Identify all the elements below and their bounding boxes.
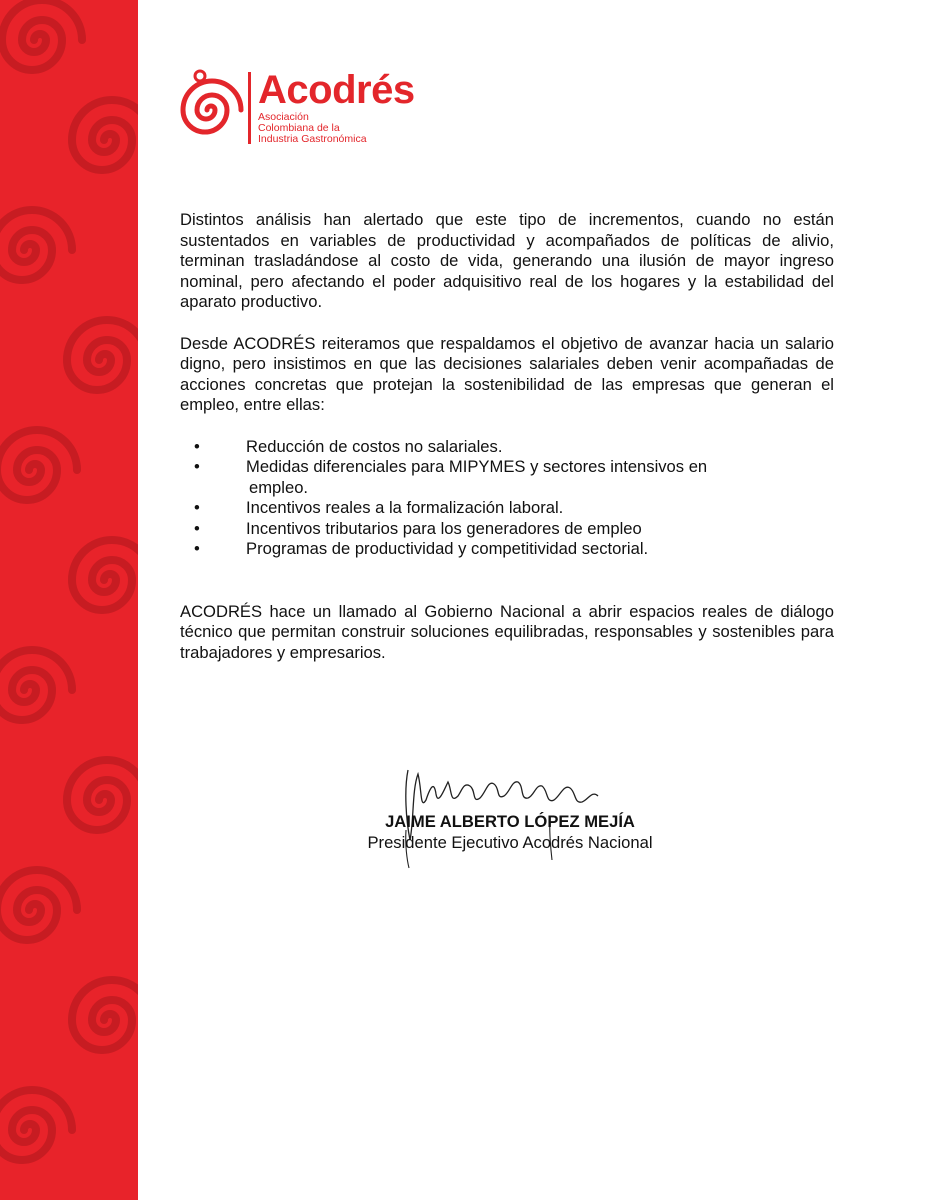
bullet-marker: • <box>194 457 200 476</box>
paragraph-3: ACODRÉS hace un llamado al Gobierno Nacional a abrir espacios reales de diálogo técnico que permitan construir soluciones equilibradas, responsables y sostenibles para trabajadores y empresarios. <box>180 601 834 662</box>
list-item <box>180 457 834 498</box>
list-item-text: Incentivos reales a la formalización laboral. <box>246 498 564 517</box>
decorative-sidebar <box>0 0 138 1200</box>
list-item <box>180 519 834 540</box>
list-item <box>180 437 834 458</box>
acodres-logo <box>178 68 448 148</box>
list-item-text-continuation: empleo. <box>249 477 309 497</box>
bullet-marker: • <box>194 436 200 456</box>
list-item-text: Incentivos tributarios para los generadores de empleo <box>246 518 642 538</box>
paragraph-2: Desde ACODRÉS reiteramos que respaldamos el objetivo de avanzar hacia un salario digno, pero insistimos en que las decisiones salariales deben venir acompañadas de acciones concretas que protejan la sostenibilidad de las empresas que generan el empleo, entre ellas: <box>180 333 834 414</box>
spiral-pattern <box>0 0 138 1200</box>
list-item-text: Programas de productividad y competitividad sectorial. <box>246 539 649 558</box>
list-item <box>180 539 834 560</box>
bullet-marker: • <box>194 539 200 558</box>
logo-brand-name: Acodrés <box>258 68 415 112</box>
signatory-block <box>300 812 720 853</box>
logo-subtitle-line-1: Asociación <box>258 111 309 123</box>
bullet-list <box>180 437 834 560</box>
paragraph-1: Distintos análisis han alertado que este tipo de incrementos, cuando no están sustentados en variables de productividad y acompañados de políticas de alivio, terminan trasladándose al costo de vida, generando una ilusión de mayor ingreso nominal, pero afectando el poder adquisitivo real de los hogares y la estabilidad del aparato productivo. <box>180 210 834 311</box>
signatory-title: Presidente Ejecutivo Acodrés Nacional <box>367 832 653 852</box>
bullet-marker: • <box>194 518 200 538</box>
list-item-text: Reducción de costos no salariales. <box>246 436 503 456</box>
logo-subtitle-line-2: Colombiana de la <box>258 122 340 134</box>
signatory-name: JAIME ALBERTO LÓPEZ MEJÍA <box>385 812 635 831</box>
list-item <box>180 498 834 519</box>
list-item-text: Medidas diferenciales para MIPYMES y sectores intensivos en <box>246 457 708 476</box>
logo-subtitle-line-3: Industria Gastronómica <box>258 133 367 145</box>
logo-spiral-icon <box>178 68 244 144</box>
logo-divider <box>248 72 251 144</box>
bullet-marker: • <box>194 498 200 517</box>
letter-body <box>180 210 834 663</box>
